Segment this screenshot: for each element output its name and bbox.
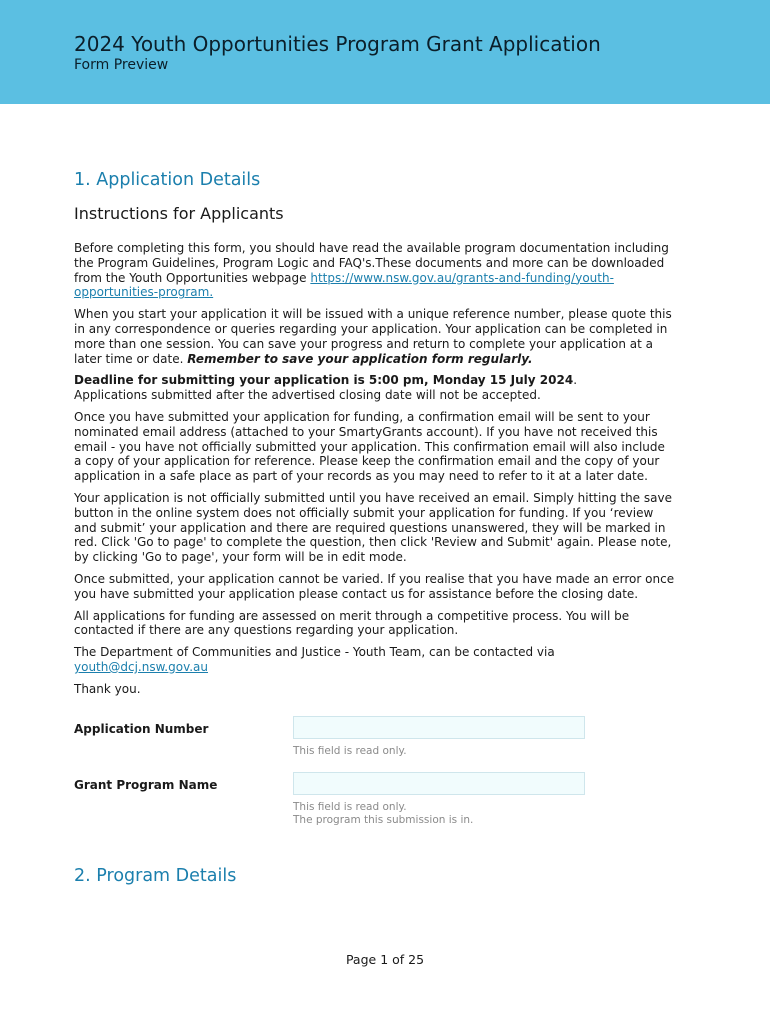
grant-program-name-hint bbox=[293, 801, 473, 828]
page-subtitle: Form Preview bbox=[74, 57, 169, 73]
page-number: Page 1 of 25 bbox=[345, 952, 425, 967]
contact-email-link[interactable]: youth@dcj.nsw.gov.au bbox=[74, 659, 209, 674]
application-number-hint: This field is read only. bbox=[293, 744, 407, 757]
thank-you-text: Thank you. bbox=[74, 681, 141, 696]
instructions-paragraph-5: Your application is not officially submitted until you have received an email. Simply hitting the save button in the online system does not officially submit your application for funding. If you ‘review and submit’ your application and there are required questions unanswered, they will be marked in red. Click 'Go to page' to complete the question, then click 'Review and Submit' again. Please note, by clicking 'Go to page', your form will be in edit mode. bbox=[74, 490, 672, 565]
page-title: 2024 Youth Opportunities Program Grant Application bbox=[74, 32, 601, 56]
section-heading-application-details: 1. Application Details bbox=[74, 170, 261, 190]
instructions-paragraph-1 bbox=[74, 241, 676, 300]
program-hint: The program this submission is in. bbox=[293, 814, 474, 827]
instructions-paragraph-2 bbox=[74, 307, 676, 366]
instructions-text: Before completing this form, you should have read the available program documentation including the Program Guidelines, Program Logic and FAQ's.These documents and more can be downloaded from the Youth Opportunities webpage bbox=[74, 241, 669, 285]
late-applications-note: Applications submitted after the advertised closing date will not be accepted. bbox=[74, 388, 541, 403]
application-number-field bbox=[74, 722, 676, 778]
deadline-notice: Deadline for submitting your application is 5:00 pm, Monday 15 July 2024 bbox=[74, 373, 574, 388]
save-reminder: Remember to save your application form regularly. bbox=[187, 351, 533, 366]
instructions-paragraph-4: Once you have submitted your application for funding, a confirmation email will be sent to your nominated email address (attached to your SmartyGrants account). If you have not received this email - you have not officially submitted your application. This confirmation email will also include a copy of your application for reference. Please keep the confirmation email and the copy of your application in a safe place as part of your records as you may need to refer to it at a later date. bbox=[74, 409, 665, 484]
form-content bbox=[74, 170, 676, 886]
contact-text: The Department of Communities and Justice - Youth Team, can be contacted via bbox=[74, 645, 555, 660]
youth-opportunities-link[interactable]: https://www.nsw.gov.au/grants-and-funding/youth-opportunities-program. bbox=[74, 270, 614, 300]
application-number-label: Application Number bbox=[74, 721, 209, 736]
grant-program-name-field bbox=[74, 778, 676, 866]
deadline-paragraph bbox=[74, 373, 676, 403]
deadline-dot: . bbox=[573, 373, 578, 388]
read-only-hint: This field is read only. bbox=[293, 800, 407, 813]
section-heading-program-details: 2. Program Details bbox=[74, 865, 237, 886]
contact-paragraph bbox=[74, 645, 676, 675]
instructions-paragraph-6: Once submitted, your application cannot be varied. If you realise that you have made an error once you have submitted your application please contact us for assistance before the closing date. bbox=[74, 571, 675, 601]
instructions-paragraph-7: All applications for funding are assessed on merit through a competitive process. You will be contacted if there are any questions regarding your application. bbox=[74, 608, 630, 638]
grant-program-name-label: Grant Program Name bbox=[74, 777, 218, 792]
grant-program-name-input[interactable] bbox=[293, 772, 585, 795]
instructions-heading: Instructions for Applicants bbox=[74, 204, 284, 223]
application-number-input[interactable] bbox=[293, 716, 585, 739]
instructions-text: When you start your application it will be issued with a unique reference number, please quote this in any correspondence or queries regarding your application. Your application can be completed in more than one session. You can save your progress and return to complete your application at a later time or date. bbox=[74, 307, 672, 366]
